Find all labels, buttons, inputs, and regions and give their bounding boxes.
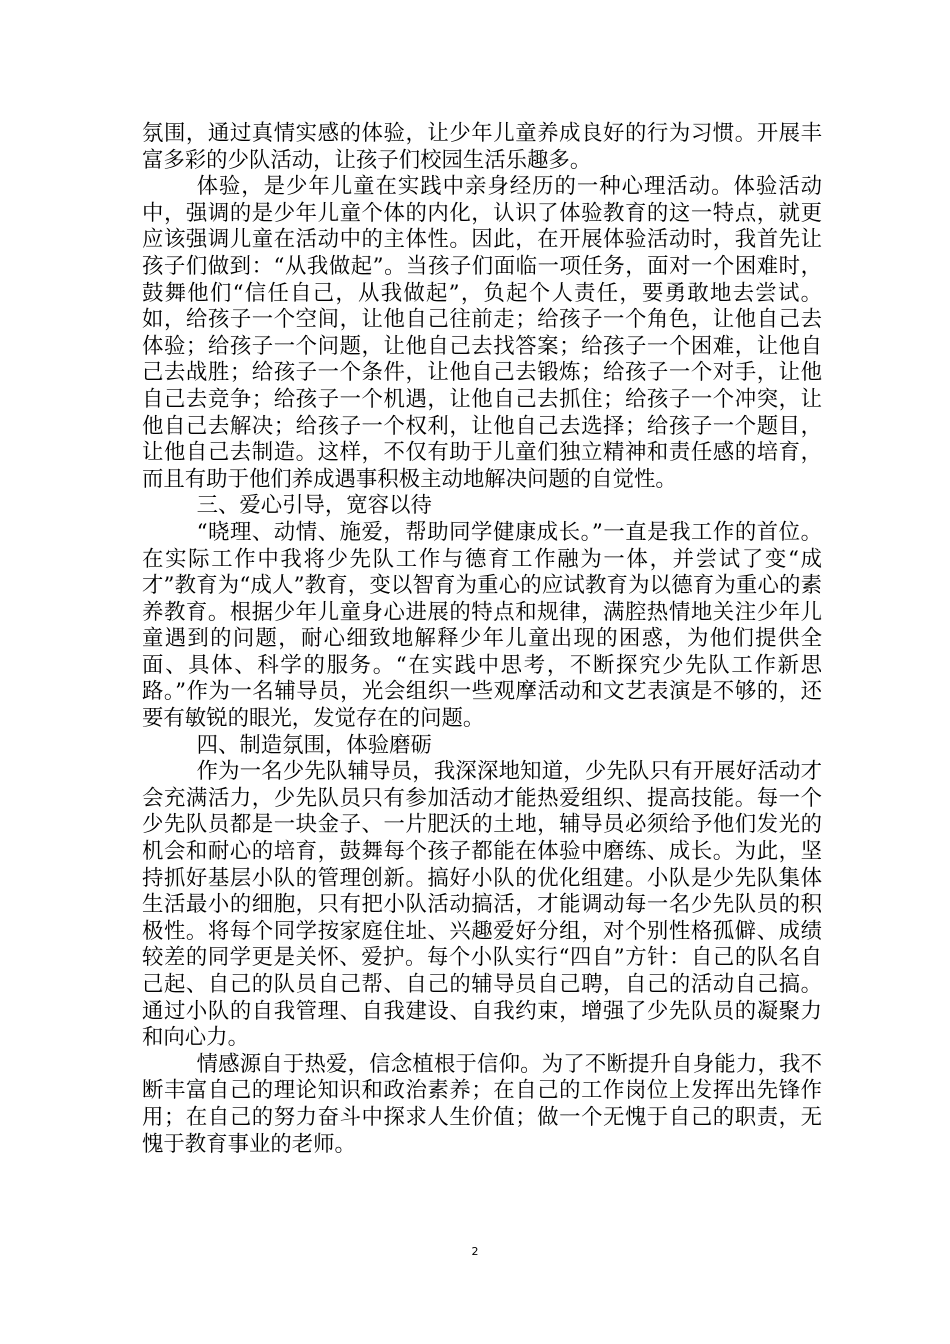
section-heading-three: 三、爱心引导，宽容以待 xyxy=(196,493,432,519)
document-body xyxy=(142,121,822,1158)
paragraph-experience: 体验，是少年儿童在实践中亲身经历的一种心理活动。体验活动中，强调的是少年儿童个体的内化，认识了体验教育的这一特点，就更应该强调儿童在活动中的主体性。因此，在开展体验活动时，我首先让孩子们做到：“从我做起”。当孩子们面临一项任务，面对一个困难时，鼓舞他们“信任自己，从我做起”，负起个人责任，要勇敢地去尝试。如，给孩子一个空间，让他自己往前走；给孩子一个角色，让他自己去体验；给孩子一个问题，让他自己去找答案；给孩子一个困难，让他自己去战胜；给孩子一个条件，让他自己去锻炼；给孩子一个对手，让他自己去竞争；给孩子一个机遇，让他自己去抓住；给孩子一个冲突，让他自己去解决；给孩子一个权利，让他自己去选择；给孩子一个题目，让他自己去制造。这样，不仅有助于儿童们独立精神和责任感的培育，而且有助于他们养成遇事积极主动地解决问题的自觉性。 xyxy=(142,174,822,492)
paragraph-conclusion: 情感源自于热爱，信念植根于信仰。为了不断提升自身能力，我不断丰富自己的理论知识和政治素养；在自己的工作岗位上发挥出先锋作用；在自己的努力奋斗中探求人生价值；做一个无愧于自己的职责，无愧于教育事业的老师。 xyxy=(142,1051,822,1157)
section-heading-four: 四、制造氛围，体验磨砺 xyxy=(196,732,432,758)
paragraph-continued: 氛围，通过真情实感的体验，让少年儿童养成良好的行为习惯。开展丰富多彩的少队活动，让孩子们校园生活乐趣多。 xyxy=(142,121,822,173)
page-number: 2 xyxy=(471,1245,479,1258)
paragraph-counselor: 作为一名少先队辅导员，我深深地知道，少先队只有开展好活动才会充满活力，少先队员只有参加活动才能热爱组织、提高技能。每一个少先队员都是一块金子、一片肥沃的土地，辅导员必须给予他们发光的机会和耐心的培育，鼓舞每个孩子都能在体验中磨练、成长。为此，坚持抓好基层小队的管理创新。搞好小队的优化组建。小队是少先队集体生活最小的细胞，只有把小队活动搞活，才能调动每一名少先队员的积极性。将每个同学按家庭住址、兴趣爱好分组，对个别性格孤僻、成绩较差的同学更是关怀、爱护。每个小队实行“四自”方针：自己的队名自己起、自己的队员自己帮、自己的辅导员自己聘，自己的活动自己搞。通过小队的自我管理、自我建设、自我约束，增强了少先队员的凝聚力和向心力。 xyxy=(142,759,822,1051)
paragraph-love-guidance: “晓理、动情、施爱，帮助同学健康成长。”一直是我工作的首位。在实际工作中我将少先队工作与德育工作融为一体，并尝试了变“成才”教育为“成人”教育，变以智育为重心的应试教育为以德育为重心的素养教育。根据少年儿童身心进展的特点和规律，满腔热情地关注少年儿童遇到的问题，耐心细致地解释少年儿童出现的困惑，为他们提供全面、具体、科学的服务。“在实践中思考，不断探究少先队工作新思路。”作为一名辅导员，光会组织一些观摩活动和文艺表演是不够的，还要有敏锐的眼光，发觉存在的问题。 xyxy=(142,519,822,732)
